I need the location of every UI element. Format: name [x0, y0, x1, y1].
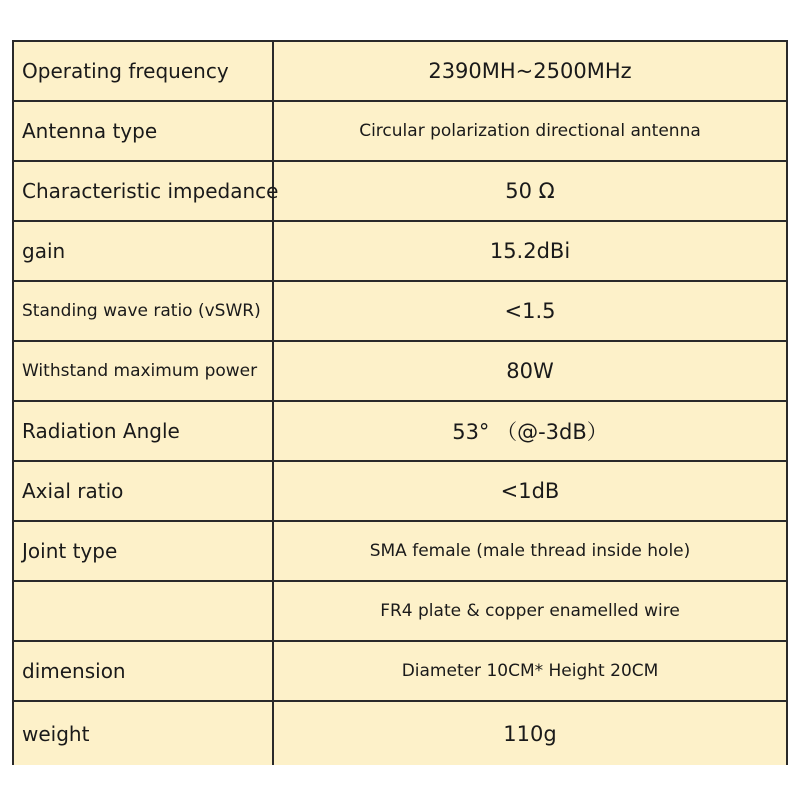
spec-label: Standing wave ratio (vSWR) — [22, 301, 261, 321]
table-row — [14, 702, 786, 765]
table-row — [14, 402, 786, 462]
spec-value: SMA female (male thread inside hole) — [369, 541, 691, 561]
spec-value: <1dB — [500, 479, 560, 503]
table-row — [14, 42, 786, 102]
spec-value: 2390MH~2500MHz — [428, 59, 632, 83]
spec-label: Operating frequency — [22, 59, 229, 83]
spec-label: Joint type — [22, 539, 118, 563]
spec-label: Characteristic impedance — [22, 179, 279, 203]
table-row — [14, 582, 786, 642]
table-row — [14, 642, 786, 702]
spec-label: Radiation Angle — [22, 419, 180, 443]
table-row — [14, 462, 786, 522]
spec-value: 50 Ω — [505, 179, 555, 203]
spec-value: Diameter 10CM* Height 20CM — [401, 661, 659, 681]
spec-label: Axial ratio — [22, 479, 124, 503]
spec-label: gain — [22, 239, 66, 263]
table-row — [14, 282, 786, 342]
table-row — [14, 102, 786, 162]
spec-value: Circular polarization directional antenna — [359, 121, 701, 141]
table-row — [14, 162, 786, 222]
spec-value: 53° （@-3dB） — [452, 420, 608, 444]
spec-value: <1.5 — [504, 299, 556, 323]
spec-value: 15.2dBi — [489, 239, 571, 263]
spec-label: weight — [22, 721, 90, 746]
spec-value: FR4 plate & copper enamelled wire — [380, 601, 680, 621]
spec-value: 80W — [506, 359, 554, 383]
spec-table — [12, 40, 788, 765]
spec-label: dimension — [22, 659, 126, 683]
table-row — [14, 342, 786, 402]
table-row — [14, 222, 786, 282]
spec-label: Antenna type — [22, 119, 158, 143]
spec-value: 110g — [503, 721, 557, 746]
table-row — [14, 522, 786, 582]
spec-label: Withstand maximum power — [22, 361, 258, 381]
